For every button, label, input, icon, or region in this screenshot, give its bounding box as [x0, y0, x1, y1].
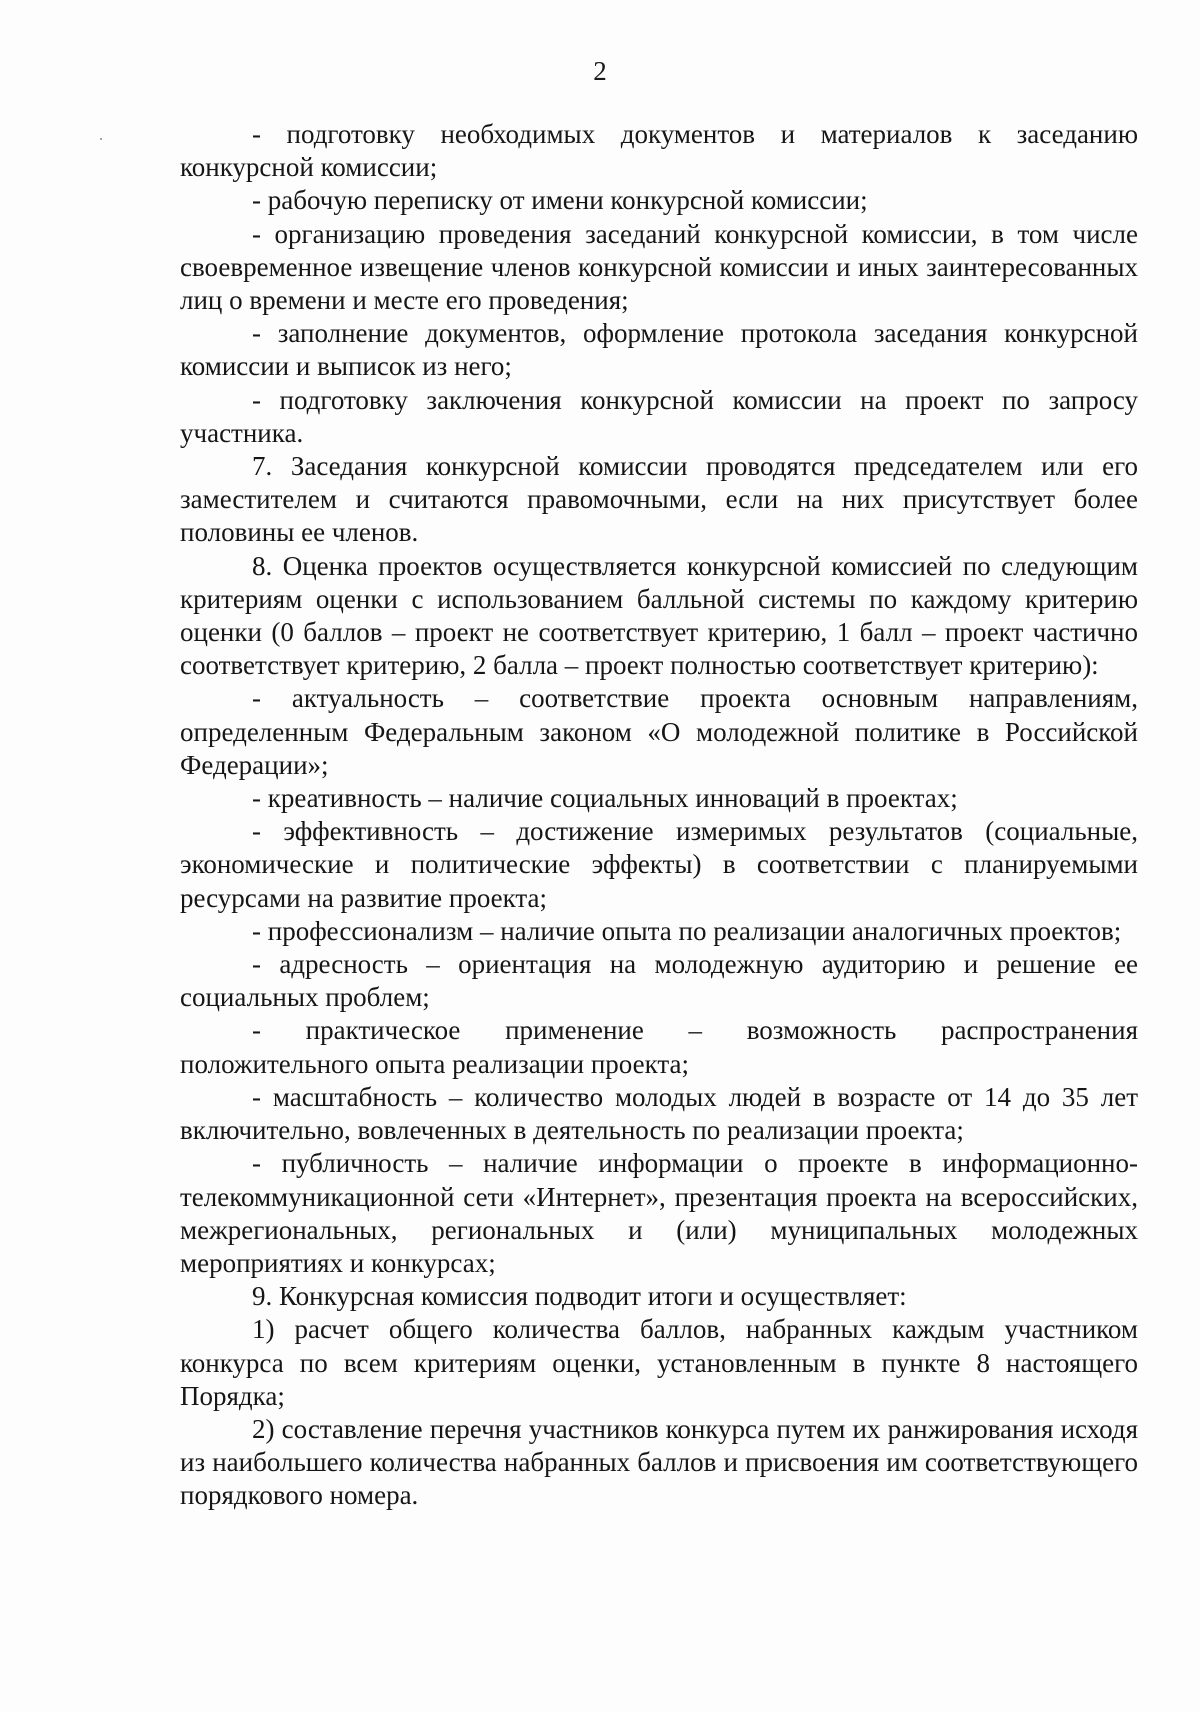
paragraph-9-item-2: 2) составление перечня участников конкурса путем их ранжирования исходя из наибольшего количества набранных баллов и присвоения им соответствующего порядкового номера. — [180, 1413, 1138, 1511]
criterion-creativity: - креативность – наличие социальных инноваций в проектах; — [252, 783, 958, 814]
criterion-efficiency: - эффективность – достижение измеримых результатов (социальные, экономические и политические эффекты) в соответствии с планируемыми ресурсами на развитие проекта; — [180, 816, 1138, 913]
paragraph-correspondence: - рабочую переписку от имени конкурсной комиссии; — [252, 185, 868, 216]
paragraph-8-evaluation: 8. Оценка проектов осуществляется конкурсной комиссией по следующим критериям оценки с использованием балльной системы по каждому критерию оценки (0 баллов – проект не соответствует критерию, 1 балл – проект частично соответствует критерию, 2 балла – проект полностью соответствует критерию): — [180, 550, 1138, 681]
criterion-relevance: - актуальность – соответствие проекта основным направлениям, определенным Федеральным законом «О молодежной политике в Российской Федерации»; — [180, 683, 1138, 780]
paragraph-prepare-conclusion: - подготовку заключения конкурсной комиссии на проект по запросу участника. — [180, 384, 1138, 448]
paragraph-fill-documents: - заполнение документов, оформление протокола заседания конкурсной комиссии и выписок из него; — [180, 318, 1138, 382]
paragraph-prep-documents: - подготовку необходимых документов и материалов к заседанию конкурсной комиссии; — [180, 119, 1138, 183]
criterion-scale: - масштабность – количество молодых людей в возрасте от 14 до 35 лет включительно, вовлеченных в деятельность по реализации проекта; — [180, 1081, 1138, 1146]
criterion-targeting: - адресность – ориентация на молодежную аудиторию и решение ее социальных проблем; — [180, 949, 1138, 1013]
scan-speck — [100, 138, 102, 140]
paragraph-9-item-1: 1) расчет общего количества баллов, набранных каждым участником конкурса по всем критериям оценки, установленным в пункте 8 настоящего Порядка; — [180, 1314, 1138, 1411]
document-body — [180, 118, 1138, 1513]
page-number: 2 — [593, 56, 607, 86]
paragraph-9-results: 9. Конкурсная комиссия подводит итоги и осуществляет: — [252, 1281, 907, 1312]
criterion-practical-use: - практическое применение – возможность распространения положительного опыта реализации проекта; — [180, 1015, 1138, 1079]
criterion-professionalism: - профессионализм – наличие опыта по реализации аналогичных проектов; — [252, 915, 1122, 946]
paragraph-7-meetings: 7. Заседания конкурсной комиссии проводятся председателем или его заместителем и считаются правомочными, если на них присутствует более половины ее членов. — [180, 451, 1138, 548]
paragraph-organize-meetings: - организацию проведения заседаний конкурсной комиссии, в том числе своевременное извещение членов конкурсной комиссии и иных заинтересованных лиц о времени и месте его проведения; — [180, 218, 1138, 316]
criterion-publicity: - публичность – наличие информации о проекте в информационно-телекоммуникационной сети «Интернет», презентация проекта на всероссийских, межрегиональных, региональных и (или) муниципальных молодежных мероприятиях и конкурсах; — [180, 1148, 1138, 1278]
